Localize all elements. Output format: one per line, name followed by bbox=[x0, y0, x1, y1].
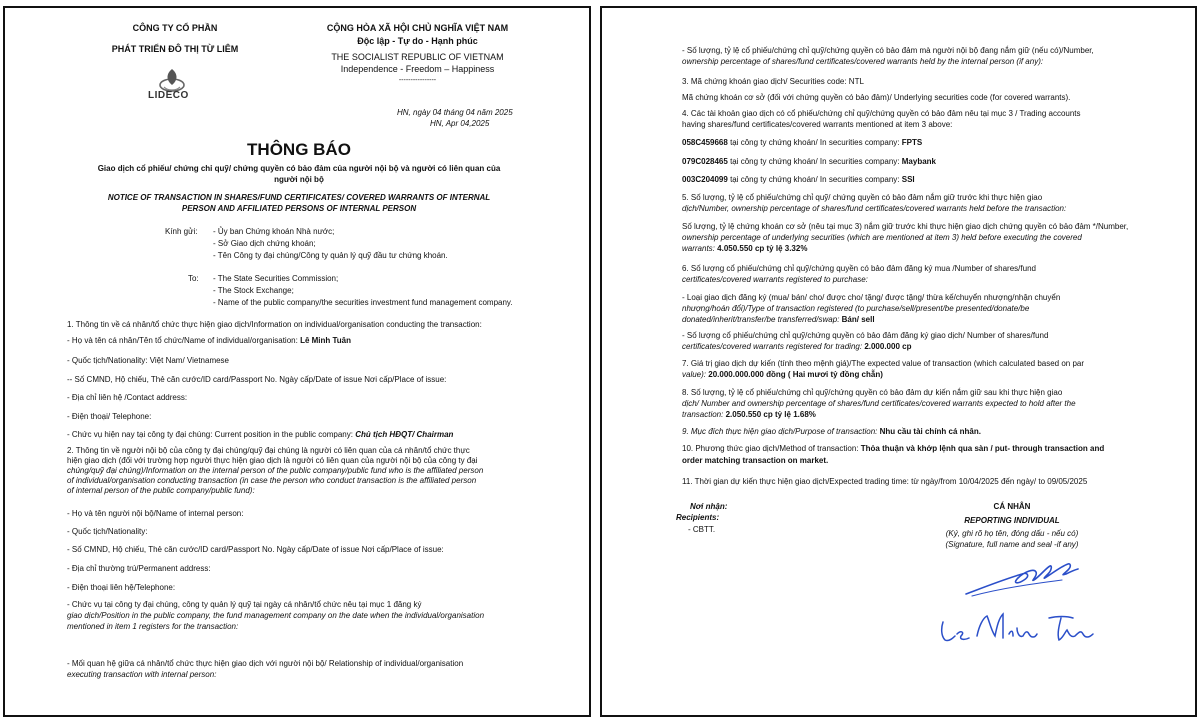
s1-address: - Địa chỉ liên hệ /Contact address: bbox=[67, 393, 188, 402]
section-1-heading: 1. Thông tin về cá nhân/tổ chức thực hiện giao dịch/Information on individual/organisation conducting the transaction: bbox=[67, 320, 482, 329]
s3-underlying: Mã chứng khoán cơ sở (đối với chứng quyền có bảo đảm)/ Underlying securities code (for covered warrants). bbox=[682, 93, 1071, 102]
kinh-gui-item: - Ủy ban Chứng khoán Nhà nước; bbox=[213, 227, 335, 236]
s2-id-line: - Số CMND, Hộ chiếu, Thẻ căn cước/ID card/Passport No. Ngày cấp/Date of issue Nơi cấp/Place of issue: bbox=[67, 545, 444, 554]
s5-under-line: ownership percentage of underlying securities (which are mentioned at item 3) held before executing the covered bbox=[682, 233, 1082, 242]
to-item: - The Stock Exchange; bbox=[213, 286, 294, 295]
to-item: - The State Securities Commission; bbox=[213, 274, 339, 283]
s6-qty-last: certificates/covered warrants registered for trading: bbox=[682, 342, 863, 351]
s5-value: 4.050.550 cp tỷ lệ 3.32% bbox=[717, 244, 808, 253]
s6-qty-value: 2.000.000 cp bbox=[864, 342, 912, 351]
notice-subtitle-en-2: PERSON AND AFFILIATED PERSONS OF INTERNAL PERSON bbox=[181, 204, 417, 213]
account-row bbox=[682, 175, 915, 185]
account-company: Maybank bbox=[901, 157, 936, 166]
document-page-1 bbox=[3, 6, 591, 717]
motto-rule: ---------------- bbox=[398, 77, 437, 84]
republic-name-vn: CỘNG HÒA XÃ HỘI CHỦ NGHĨA VIỆT NAM bbox=[326, 23, 509, 33]
s2-name: - Họ và tên người nội bộ/Name of internal person: bbox=[67, 509, 244, 518]
account-company: SSI bbox=[901, 175, 915, 184]
s2-line: hiện giao dịch (đối với trường hợp người thực hiện giao dịch là người có liên quan của người nội bộ của công ty đại bbox=[67, 456, 478, 465]
notice-subtitle-en-1: NOTICE OF TRANSACTION IN SHARES/FUND CERTIFICATES/ COVERED WARRANTS OF INTERNAL bbox=[107, 193, 491, 202]
handwritten-signature-icon bbox=[962, 558, 1082, 603]
s7-last: value): bbox=[682, 370, 707, 379]
s2-relation-line: - Mối quan hệ giữa cá nhân/tổ chức thực hiện giao dịch với người nội bộ/ Relationship of individual/organisation bbox=[67, 659, 464, 668]
to-label: To: bbox=[188, 274, 199, 283]
s2-position-line: - Chức vụ tại công ty đại chúng, công ty quản lý quỹ tại ngày cá nhân/tổ chức nêu tại mục 1 đăng ký bbox=[67, 600, 422, 609]
s1-name-value: Lê Minh Tuân bbox=[300, 336, 352, 345]
s1-position-value: Chủ tịch HĐQT/ Chairman bbox=[355, 430, 454, 439]
s2-line: chúng/quỹ đại chúng)/Information on the internal person of the public company/public fund who is the affiliated person bbox=[67, 466, 484, 475]
kinh-gui-item: - Sở Giao dịch chứng khoán; bbox=[213, 239, 316, 248]
company-name-line1: CÔNG TY CỔ PHẦN bbox=[132, 23, 218, 33]
to-item: - Name of the public company/the securities investment fund management company. bbox=[213, 298, 513, 307]
p2-top-line: - Số lượng, tỷ lệ cổ phiếu/chứng chỉ quỹ/chứng quyền có bảo đảm mà người nội bộ đang nắm giữ (nếu có)/Number, bbox=[682, 46, 1094, 55]
s2-relation-line: executing transaction with internal person: bbox=[67, 670, 217, 679]
s10-label: 10. Phương thức giao dịch/Method of transaction: bbox=[682, 444, 859, 453]
s10-value-2: order matching transaction on market. bbox=[682, 456, 829, 465]
s5-line: 5. Số lượng, tỷ lệ cổ phiếu/chứng chỉ quỹ/ chứng quyền có bảo đảm nắm giữ trước khi thực hiện giao bbox=[682, 193, 1043, 202]
account-label: tại công ty chứng khoán/ In securities company: bbox=[730, 175, 900, 184]
s11-trading-time: 11. Thời gian dự kiến thực hiện giao dịch/Expected trading time: từ ngày/from 10/04/2025 đến ngày/ to 09/05/2025 bbox=[682, 477, 1088, 486]
s1-name-label: - Họ và tên cá nhân/Tên tổ chức/Name of individual/organisation: bbox=[67, 336, 298, 345]
s1-position-label: - Chức vụ hiện nay tại công ty đại chúng: Current position in the public company: bbox=[67, 430, 353, 439]
s1-id-line: -- Số CMND, Hộ chiếu, Thẻ căn cước/ID card/Passport No. Ngày cấp/Date of issue Nơi cấp/Place of issue: bbox=[67, 375, 447, 384]
s8-value: 2.050.550 cp tỷ lệ 1.68% bbox=[725, 410, 816, 419]
s6-line: 6. Số lượng cổ phiếu/chứng chỉ quỹ/chứng quyền có bảo đảm đăng ký mua /Number of shares/fund bbox=[682, 264, 1036, 273]
s6-type-value: Bán/ sell bbox=[841, 315, 875, 324]
signature-title-vn: CÁ NHÂN bbox=[993, 502, 1031, 511]
s1-phone: - Điện thoại/ Telephone: bbox=[67, 412, 152, 421]
motto-en: Independence - Freedom – Happiness bbox=[340, 64, 495, 74]
s10-value: Thỏa thuận và khớp lệnh qua sàn / put- through transaction and bbox=[860, 444, 1105, 453]
s2-address: - Địa chỉ thường trú/Permanent address: bbox=[67, 564, 211, 573]
kinh-gui-label: Kính gửi: bbox=[165, 227, 198, 236]
s8-line: dịch/ Number and ownership percentage of shares/fund certificates/covered warrants expected to hold after the bbox=[682, 399, 1076, 408]
account-row bbox=[682, 157, 936, 167]
motto-vn: Độc lập - Tự do - Hạnh phúc bbox=[357, 36, 478, 46]
account-company: FPTS bbox=[901, 138, 923, 147]
s5-under-line: Số lượng, tỷ lệ chứng khoán cơ sở (nêu tại mục 3) nắm giữ trước khi thực hiện giao dịch chứng quyền có bảo đảm */Number, bbox=[682, 222, 1129, 231]
notice-title: THÔNG BÁO bbox=[247, 140, 351, 159]
account-number: 079C028465 bbox=[682, 157, 728, 166]
s9-value: Nhu cầu tài chính cá nhân. bbox=[879, 427, 981, 436]
s8-line: 8. Số lượng, tỷ lệ cổ phiếu/chứng chỉ quỹ/chứng quyền có bảo đảm dự kiến nắm giữ sau khi thực hiện giao bbox=[682, 388, 1063, 397]
account-row bbox=[682, 138, 922, 148]
company-name-line2: PHÁT TRIỂN ĐÔ THỊ TỪ LIÊM bbox=[111, 44, 239, 54]
handwritten-name-signature-icon bbox=[937, 608, 1107, 648]
s2-position-line: giao dịch/Position in the public company, the fund management company on the date when the individual/organisation bbox=[67, 611, 485, 620]
s2-position-line: mentioned in item 1 registers for the transaction: bbox=[67, 622, 239, 631]
signature-note-en: (Signature, full name and seal -if any) bbox=[945, 540, 1079, 549]
notice-subtitle-vn-1: Giao dịch cổ phiếu/ chứng chỉ quỹ/ chứng quyền có bảo đảm của người nội bộ và người có liên quan của bbox=[97, 164, 501, 173]
s3-securities-code: 3. Mã chứng khoán giao dịch/ Securities code: NTL bbox=[682, 77, 864, 86]
s1-nationality: - Quốc tịch/Nationality: Việt Nam/ Vietnamese bbox=[67, 356, 229, 365]
recipients-item: - CBTT. bbox=[688, 525, 716, 534]
s2-line: of internal person of the public company/public fund): bbox=[67, 486, 255, 495]
recipients-vn: Nơi nhận: bbox=[690, 502, 728, 511]
s5-line: dịch/Number, ownership percentage of shares/fund certificates/covered warrants held before the transaction: bbox=[682, 204, 1067, 213]
s2-phone: - Điện thoại liên hệ/Telephone: bbox=[67, 583, 176, 592]
s7-value: 20.000.000.000 đồng ( Hai mươi tỷ đồng chẵn) bbox=[708, 370, 883, 379]
s2-line: 2. Thông tin về người nội bộ của công ty đại chúng/quỹ đại chúng là người có liên quan của cá nhân/tổ chức thực bbox=[67, 446, 470, 455]
s9-label: 9. Mục đích thực hiện giao dịch/Purpose of transaction: bbox=[682, 427, 878, 436]
p2-top-line: ownership percentage of shares/fund certificates/covered warrants held by the internal person (if any): bbox=[682, 57, 1044, 66]
s8-last: transaction: bbox=[682, 410, 724, 419]
s2-line: of individual/organisation conducting transaction (in case the person who conduct transaction is the affiliated person bbox=[67, 476, 477, 485]
kinh-gui-item: - Tên Công ty đại chúng/Công ty quản lý quỹ đầu tư chứng khoán. bbox=[213, 251, 448, 260]
s6-type-line: nhượng/hoán đổi)/Type of transaction registered (to purchase/sell/present/be presented/donate/be bbox=[682, 304, 1030, 313]
company-logo-text: LIDECO bbox=[148, 90, 189, 101]
document-page-2 bbox=[600, 6, 1197, 717]
s4-line: having shares/fund certificates/covered warrants mentioned at item 3 above: bbox=[682, 120, 953, 129]
notice-subtitle-vn-2: người nội bộ bbox=[274, 175, 324, 184]
account-label: tại công ty chứng khoán/ In securities company: bbox=[730, 157, 900, 166]
s4-line: 4. Các tài khoản giao dịch có cổ phiếu/chứng chỉ quỹ/chứng quyền có bảo đảm nêu tại mục 3 / Trading accounts bbox=[682, 109, 1081, 118]
account-number: 003C204099 bbox=[682, 175, 728, 184]
signature-title-en: REPORTING INDIVIDUAL bbox=[964, 516, 1060, 525]
s6-qty-line: - Số lượng cổ phiếu/chứng chỉ quỹ/chứng quyền có bảo đảm đăng ký giao dịch/ Number of shares/fund bbox=[682, 331, 1049, 340]
republic-name-en: THE SOCIALIST REPUBLIC OF VIETNAM bbox=[331, 52, 504, 62]
s5-value-label: warrants: bbox=[682, 244, 715, 253]
date-vn: HN, ngày 04 tháng 04 năm 2025 bbox=[397, 108, 513, 117]
date-en: HN, Apr 04,2025 bbox=[430, 119, 490, 128]
account-number: 058C459668 bbox=[682, 138, 728, 147]
s6-line: certificates/covered warrants registered to purchase: bbox=[682, 275, 868, 284]
recipients-en: Recipients: bbox=[676, 513, 720, 522]
s6-type-last: donated/inherit/transfer/be transferred/swap: bbox=[682, 315, 840, 324]
s7-line: 7. Giá trị giao dịch dự kiến (tính theo mệnh giá)/The expected value of transaction (which calculated based on par bbox=[682, 359, 1085, 368]
s6-type-line: - Loại giao dịch đăng ký (mua/ bán/ cho/ được cho/ tặng/ được tặng/ thừa kế/chuyển nhượng/nhận chuyển bbox=[682, 293, 1061, 302]
s2-nationality: - Quốc tịch/Nationality: bbox=[67, 527, 148, 536]
signature-note-vn: (Ký, ghi rõ họ tên, đóng dấu - nếu có) bbox=[945, 529, 1079, 538]
account-label: tại công ty chứng khoán/ In securities company: bbox=[730, 138, 900, 147]
